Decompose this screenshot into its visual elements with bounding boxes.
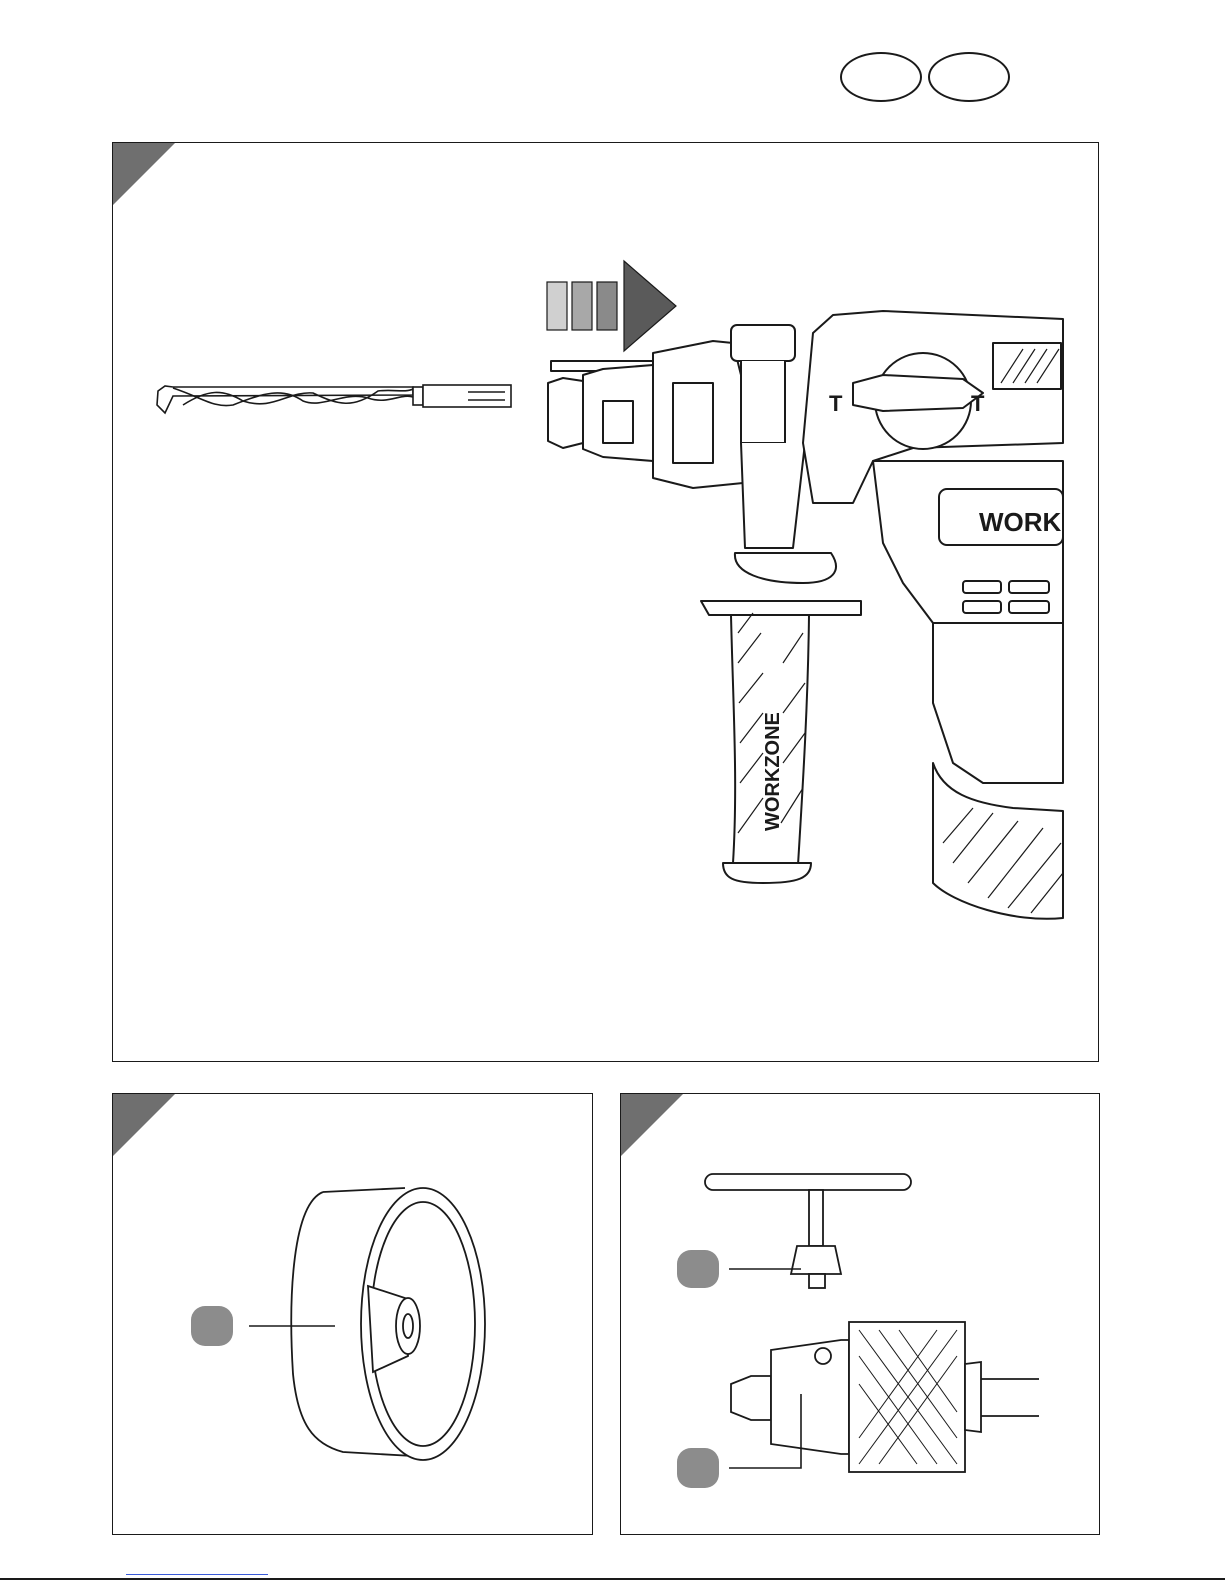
figure-panel-right xyxy=(620,1093,1100,1535)
dust-cup-illustration xyxy=(291,1188,485,1460)
mode-right-label: T xyxy=(971,391,985,416)
drill-body-logo: WORK xyxy=(979,507,1062,537)
callout-marker-key xyxy=(677,1250,801,1288)
language-badge-1 xyxy=(840,52,922,102)
handle-logo: WORKZONE xyxy=(762,712,784,831)
chuck-key-illustration xyxy=(705,1174,911,1288)
direction-arrow-icon xyxy=(547,261,676,351)
language-badge-2 xyxy=(928,52,1010,102)
footer-link-underline[interactable] xyxy=(126,1574,268,1575)
figure-panel-main xyxy=(112,142,1099,1062)
rotary-hammer-illustration xyxy=(548,311,1063,919)
figure-panel-left xyxy=(112,1093,593,1535)
language-badges xyxy=(840,52,1020,108)
page-bottom-rule xyxy=(0,1578,1225,1580)
keyed-chuck-illustration xyxy=(731,1322,1039,1472)
mode-left-label: T xyxy=(829,391,843,416)
sds-drill-bit-illustration xyxy=(157,385,511,413)
